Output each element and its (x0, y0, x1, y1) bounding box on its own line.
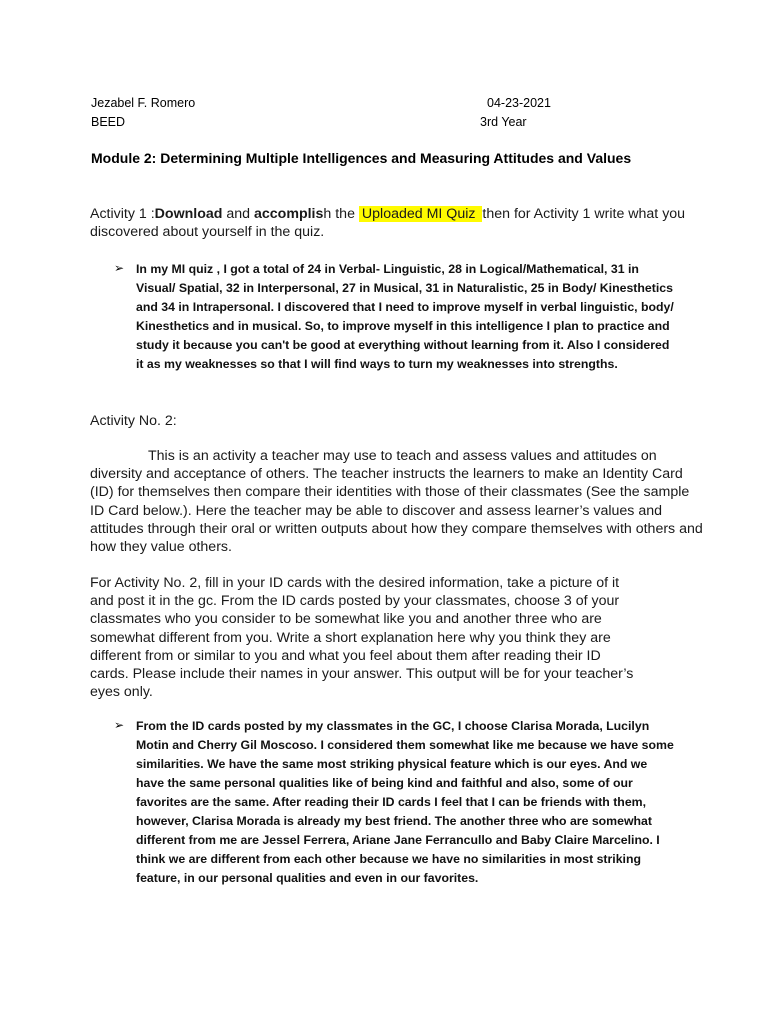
arrow-bullet-icon: ➢ (114, 261, 125, 275)
activity1-answer: In my MI quiz , I got a total of 24 in Verbal- Linguistic, 28 in Logical/Mathematical, 31 in Visual/ Spatial, 32 in Interpersonal, 27 in Musical, 31 in Naturalistic, 25 in Body/ Kinesthetics and 34 in Intrapersonal. I discovered that I need to improve myself in verbal linguistic, body/ Kinesthetics and in musical. So, to improve myself in this intelligence I plan to practice and study it because you can't be good at everything without learning from it. Also I considered it as my weaknesses so that I will find ways to turn my weaknesses into strengths. (136, 262, 674, 371)
course-label: BEED (91, 115, 126, 129)
activity2-answer: From the ID cards posted by my classmates in the GC, I choose Clarisa Morada, Lucilyn Motin and Cherry Gil Moscoso. I considered them somewhat like me because we have some similarities. We have the same most striking physical feature which is our eyes. And we have the same personal qualities like of being kind and faithful and also, some of our favorites are the same. After reading their ID cards I feel that I can be friends with them, however, Clarisa Morada is already my best friend. The another three who are somewhat different from me are Jessel Ferrera, Ariane Jane Ferrancullo and Baby Claire Marcelino. I think we are different from each other because we have no similarities in most striking feature, in our personal qualities and even in our favorites. (136, 719, 674, 885)
year-level: 3rd Year (480, 115, 527, 129)
student-name: Jezabel F. Romero (91, 96, 196, 110)
arrow-bullet-icon: ➢ (114, 718, 125, 732)
activity1-rest: then for Activity 1 write what you discovered about yourself in the quiz. (90, 206, 686, 241)
page-title: Module 2: Determining Multiple Intelligences and Measuring Attitudes and Values (91, 150, 632, 166)
and-text: and (222, 206, 254, 222)
activity2-intro: This is an activity a teacher may use to teach and assess values and attitudes on diversity and acceptance of others. The teacher instructs the learners to make an Identity Card (ID) for themselves then compare their identities with those of their classmates (See the sample ID Card below.). Here the teacher may be able to discover and assess learner’s values and attitudes through their oral or written outputs about how they compare themselves with others and how they value others. (90, 448, 703, 556)
activity2-heading: Activity No. 2: (90, 413, 177, 429)
activity1-instructions (90, 205, 715, 241)
submission-date: 04-23-2021 (487, 96, 551, 110)
accomplish-keyword: accomplis (254, 206, 324, 222)
activity2-instructions: For Activity No. 2, fill in your ID cards with the desired information, take a picture of it and post it in the gc. From the ID cards posted by your classmates, choose 3 of your classmates who you consider to be somewhat like you and another three who are somewhat different from you. Write a short explanation here why you think they are different from or similar to you and what you feel about them after reading their ID cards. Please include their names in your answer. This output will be for your teacher’s eyes only. (90, 575, 634, 701)
uploaded-mi-quiz-link[interactable]: Uploaded MI Quiz (359, 206, 483, 222)
download-keyword: Download (154, 206, 223, 222)
activity1-prefix: Activity 1 : (90, 206, 155, 222)
h-the-text: h the (323, 206, 359, 222)
